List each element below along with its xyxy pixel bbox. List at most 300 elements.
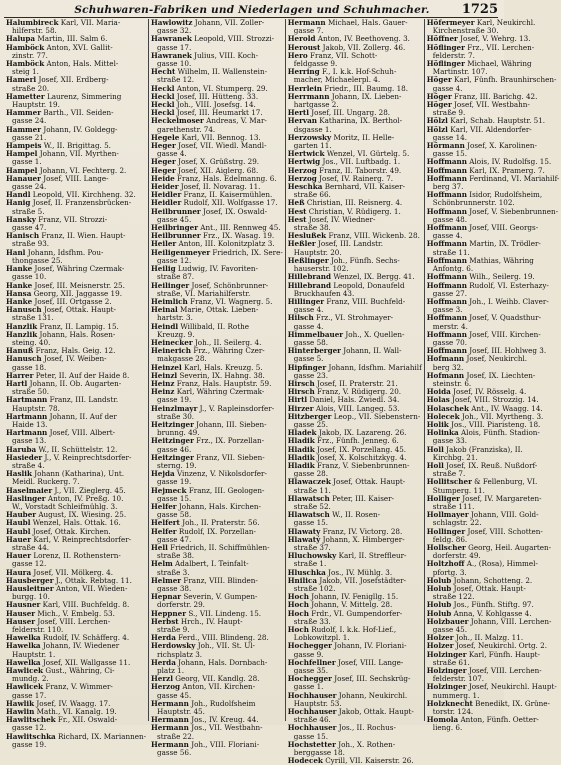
entry-name: Herzog — [151, 682, 181, 692]
entry-address: gasse 25. — [293, 419, 328, 429]
entry-name: Hertwig — [287, 157, 321, 167]
entry-address: Josef, VII. Wiedl. Mandl- — [178, 141, 267, 151]
entry-address: gasse 46. — [157, 444, 192, 454]
entry-address: Josef, VIII. Albert- — [49, 428, 116, 438]
entry-name: Harrer — [6, 370, 34, 380]
entry-name: Heilig — [151, 264, 176, 274]
entry-address: richsplatz 3. — [157, 649, 203, 659]
entry-address: mundg. 2. — [12, 674, 49, 684]
entry-address: Jos., VII. Westbahn- — [191, 723, 263, 733]
entry-address: Josef, Schönbrunner- — [191, 280, 269, 290]
entry-address: Josef, IV. Margareten- — [462, 493, 542, 503]
entry-address: Jos., VIII. Piaristeng. 18. — [451, 419, 541, 429]
entry-address: gasse 3. — [432, 305, 463, 315]
entry-address: straße 33. — [293, 616, 331, 626]
entry-name: Hest — [287, 214, 307, 224]
entry-name: Holzinger — [426, 682, 467, 692]
entry-address: Josef, VIII. Schotten- — [467, 526, 543, 536]
entry-address: straße 20. — [12, 83, 50, 93]
entry-name: Hanisch — [6, 231, 40, 241]
entry-address: Franz, IV. Victorg. 28. — [322, 526, 403, 536]
entry-address: Anfontg. 6. — [432, 264, 474, 274]
entry-address: Leop., VII. Siebenstern- — [333, 411, 421, 421]
entry-address: gasse 21. — [12, 132, 47, 142]
entry-address: Kirchenstraße 30. — [432, 26, 499, 36]
entry-name: Heinzlmayr — [151, 403, 198, 413]
entry-name: Höflinger — [426, 42, 465, 52]
entry-address: Josef, Ottak. Kirchen. — [32, 526, 111, 536]
entry-address: gasse 38. — [157, 584, 192, 594]
entry-address: Johann, VII. Zoller- — [194, 18, 265, 27]
entry-address: steing. 40. — [12, 337, 51, 347]
entry-address: Josef, III. Sechskrüg- — [334, 674, 411, 684]
entry-address: Josef, VIII. Georgs- — [469, 223, 539, 233]
entry-name: Hoffmann — [426, 173, 467, 183]
entry-address: straße 38. — [157, 551, 195, 561]
entry-address: schlagstr. 22. — [432, 518, 482, 528]
entry-name: Heinz — [151, 378, 175, 388]
entry-name: Hanke — [6, 296, 33, 306]
entry-name: Halumbireck — [6, 18, 59, 27]
entry-address: Severin, V. Gumpen- — [183, 592, 258, 602]
entry-name: Hollinger — [426, 526, 466, 536]
entry-address: Daniel, Hals. Zwiedl. 34. — [309, 395, 400, 405]
entry-address: gasse 15. — [432, 149, 467, 159]
entry-name: Haselmaier — [6, 485, 53, 495]
entry-address: Friedrich, IX. Sere- — [212, 247, 283, 257]
entry-name: Holinka — [426, 428, 459, 438]
entry-name: Holub — [426, 600, 452, 610]
entry-address: Johann, X. Himberger- — [322, 534, 405, 544]
entry-address: garten 11. — [293, 141, 332, 151]
entry-address: Johann, IV. Floriani- — [334, 641, 407, 651]
entry-name: Heroust — [287, 42, 321, 52]
entry-name: Herda — [151, 633, 176, 643]
entry-name: Hladik — [287, 444, 315, 454]
entry-address: brunng. 49. — [157, 428, 200, 438]
entry-address: Kreuzg. 9. — [157, 329, 195, 339]
entry-name: Hampel — [6, 149, 38, 159]
entry-name: Hanusch — [6, 305, 42, 315]
entry-name: Herold — [287, 34, 316, 44]
entry-name: Hochstetter — [287, 739, 336, 749]
entry-name: Hoffmann — [426, 272, 467, 282]
entry-name: Hartmann — [6, 395, 48, 405]
entry-name: Hejda — [151, 469, 175, 479]
entry-address: Josef, IV. Waagg. 17. — [36, 698, 111, 708]
entry-address: Josef, IX. Reuß. Nußdorf- — [446, 460, 538, 470]
entry-name: Holzer — [426, 633, 454, 643]
entry-name: Hawlowitz — [151, 18, 193, 27]
entry-name: Heinerich — [151, 346, 192, 356]
entry-address: Franz, III. Landstr. — [49, 395, 119, 405]
entry-name: Hecht — [151, 67, 176, 77]
entry-name: Hölzl — [426, 124, 448, 134]
entry-address: gasse 35. — [293, 666, 328, 676]
entry-address: Richard, IX. Mariannen- — [58, 731, 147, 741]
entry-name: Heilbrunner — [151, 231, 201, 241]
entry-address: Johann, Idsfhm. Pou- — [27, 247, 104, 257]
entry-address: Hauptstr. 78. — [12, 403, 60, 413]
entry-name: Hipfinger — [287, 362, 327, 372]
entry-address: Hauptstr. 45. — [157, 707, 205, 717]
entry-address: Alois, Fünfh. Stadion- — [460, 428, 540, 438]
entry-name: Hochhauser — [287, 723, 337, 733]
entry-name: Hasieder — [6, 452, 43, 462]
entry-address: W., II. Rosen- — [332, 510, 381, 520]
entry-address: Joh., Fünfh. Sechs- — [330, 255, 400, 265]
entry-address: Mich., V. Embelg. 53. — [37, 608, 115, 618]
entry-name: Heslußek — [287, 231, 327, 241]
entry-address: Josef, Neukirchl. Ortg. 2. — [455, 641, 547, 651]
entry-name: Hansky — [6, 214, 36, 224]
entry-address: Alois, IV. Rudolfsg. 15. — [469, 157, 552, 167]
entry-address: Franz, V. Wimmer- — [45, 682, 113, 692]
entry-address: thongasse 25. — [12, 255, 63, 265]
entry-address: Franz, II. Taborstr. 49. — [319, 165, 402, 175]
entry-address: Karl, V. Reinprechtsdorfer- — [33, 534, 132, 544]
entry-address: Hauptstr. 20. — [293, 247, 342, 257]
entry-name: Holliger — [426, 493, 460, 503]
entry-address: Josef, Ottak. Haupt- — [43, 305, 116, 315]
entry-name: Hamerl — [6, 75, 37, 85]
entry-name: Hanzlik — [6, 329, 38, 339]
entry-name: Hofmann — [426, 370, 465, 380]
entry-address: gasse 48. — [432, 214, 467, 224]
entry-name: Hoffmann — [426, 329, 467, 339]
entry-address: straße 61. — [432, 657, 470, 667]
entry-address: Moritz, II. Helle- — [333, 132, 395, 142]
entry-address: Franz, VIII. Wickenb. 28. — [328, 231, 420, 241]
entry-address: feldg. 86. — [432, 534, 468, 544]
entry-name: Hampel — [6, 165, 38, 175]
entry-address: gasse 17. — [157, 42, 192, 52]
entry-name: Hauser — [6, 608, 36, 618]
entry-address: gasse 23. — [293, 370, 328, 380]
entry-name: Hlawatý — [287, 534, 321, 544]
directory-column-2 — [148, 18, 285, 758]
entry-address: Andreas, V. Mar- — [206, 116, 267, 126]
entry-name: Heßler — [287, 239, 316, 249]
entry-name: Hawelka — [6, 633, 41, 643]
entry-address: gasse 19. — [12, 739, 47, 749]
entry-name: Hoffmann — [426, 239, 467, 249]
entry-name: Hammer — [6, 108, 42, 118]
entry-name: Hirzer — [287, 403, 314, 413]
entry-address: Franz, VIII. Blinden- — [183, 575, 258, 585]
entry-name: Hermann — [287, 18, 326, 27]
entry-address: Karl, II. Streffleur- — [338, 551, 407, 561]
entry-address: Josef, V. Siebenbrunnen- — [469, 206, 559, 216]
entry-name: Hertl — [287, 108, 309, 118]
entry-address: Rudolf, I. k.k. Hof-Lief., — [311, 625, 397, 635]
entry-address: straße 50. — [12, 387, 50, 397]
entry-address: makgasse 28. — [157, 354, 207, 364]
entry-address: Anton, IV. Beethoveng. 3. — [317, 34, 410, 44]
entry-address: Josef, V. Wehrg. 13. — [460, 34, 531, 44]
entry-address: dorferstr. 29. — [157, 600, 205, 610]
entry-address: Jakob, VII. Zollerg. 46. — [322, 42, 406, 52]
entry-address: Josef, VIII. Lange- — [43, 173, 109, 183]
entry-address: pfortg. 3. — [432, 567, 467, 577]
entry-address: Joh., VII. St. Ul- — [197, 641, 255, 651]
entry-address: Wenzel, Hals. Ottak. 16. — [32, 518, 121, 528]
entry-name: Hauser — [6, 616, 36, 626]
entry-address: hauserstr. 102. — [293, 264, 349, 274]
entry-address: Johann, VI. Fechterg. 2. — [39, 165, 127, 175]
entry-address: Laurenz, Simmering — [46, 91, 122, 101]
entry-address: straße 37. — [293, 543, 331, 552]
entry-address: Ant., III. Rennweg 45. — [200, 223, 281, 233]
entry-address: Franz, II. Lampig. 15. — [39, 321, 119, 331]
entry-address: gasse 45. — [157, 690, 192, 700]
entry-name: Haubl — [6, 526, 31, 536]
entry-address: Anton, VII. Kirchen- — [182, 682, 256, 692]
entry-address: Johann, VIII. Gold- — [470, 510, 539, 520]
entry-name: Hawlik — [6, 698, 35, 708]
entry-name: Halupa — [6, 34, 36, 44]
entry-name: Holas — [426, 395, 450, 405]
entry-address: lieng. 6. — [432, 723, 463, 733]
entry-address: Josef, IX. Porzellang. 45. — [316, 444, 407, 454]
entry-address: Anna, V. Kohlgasse 4. — [453, 608, 532, 618]
entry-address: Johann, VIII. Lerchen- — [470, 616, 552, 626]
entry-name: Helm — [151, 559, 173, 569]
entry-address: Josef, IV. Rösselg. 4. — [453, 387, 527, 397]
entry-address: Josef, VIII. Lerchen- — [468, 666, 542, 676]
entry-address: & Fellenburg, VI. — [474, 477, 538, 487]
entry-address: Michael, Währing — [467, 59, 532, 69]
entry-address: Leopold, Donaufeld — [333, 280, 405, 290]
entry-address: feldgasse 9. — [293, 59, 338, 69]
entry-address: Franz, VI. Wagnerg. 5. — [190, 296, 273, 306]
entry-name: Heger — [151, 165, 176, 175]
entry-address: gasse 45. — [157, 214, 192, 224]
entry-name: Heilinger — [151, 280, 190, 290]
entry-address: Hauptstr. 1. — [12, 649, 56, 659]
entry-address: gasse 4. — [432, 83, 463, 93]
entry-address: Jos., IV. Mühlg. 3. — [328, 567, 393, 577]
entry-name: Hanzlik — [6, 321, 38, 331]
entry-name: Holub — [426, 608, 452, 618]
entry-address: Anton, III. Kolonitzplatz 3. — [178, 239, 275, 249]
entry-name: Holub — [426, 575, 452, 585]
entry-address: Jos., Fünfh. Stiftg. 97. — [453, 600, 534, 610]
entry-address: Anton, XVI. Gallit- — [46, 42, 113, 52]
entry-address: straße 5. — [12, 206, 45, 216]
entry-address: Josef, II. Franzensbrücken- — [32, 198, 132, 208]
entry-name: Haslinger — [6, 493, 46, 503]
directory-columns — [4, 18, 560, 765]
entry-name: Heilbrunner — [151, 206, 201, 216]
entry-name: Hartl — [6, 378, 28, 388]
entry-address: Karl, VII. Bennog. 13. — [181, 132, 261, 142]
entry-address: zinstr. 77. — [12, 50, 48, 60]
entry-name: Hero — [287, 50, 308, 60]
entry-name: Holik — [426, 419, 449, 429]
entry-address: gasse 47. — [157, 534, 192, 544]
entry-name: Hlawatsch — [287, 510, 330, 520]
entry-address: straße 66. — [293, 190, 331, 200]
entry-address: gasse 10. — [157, 59, 192, 69]
entry-address: Friedr., III. Baumg. 18. — [324, 83, 409, 93]
entry-name: Hawlicek — [6, 666, 44, 676]
entry-name: Höger — [426, 75, 452, 85]
entry-address: Willibald, II. Rothe — [180, 321, 249, 331]
entry-address: Frz., IX. Wasag. 19. — [203, 231, 275, 241]
entry-name: Hanke — [6, 264, 33, 274]
entry-address: hilferstr. 58. — [12, 26, 57, 36]
entry-name: Hanke — [6, 280, 33, 290]
entry-address: gasse 24. — [12, 182, 47, 192]
entry-name: Hochegger — [287, 674, 332, 684]
entry-address: Josef, Ottak. Haupt- — [453, 584, 526, 594]
entry-name: Heindl — [151, 321, 179, 331]
entry-address: Josef, Ottak. Haupt- — [333, 477, 406, 487]
entry-address: gasse 32. — [157, 26, 192, 36]
entry-name: Hausleitner — [6, 584, 54, 594]
entry-name: Hladik — [287, 460, 315, 470]
entry-address: Jos., IV. Kreug. 44. — [191, 715, 259, 725]
entry-address: gasse 5. — [293, 354, 324, 364]
entry-name: Hillebrand — [287, 272, 332, 282]
entry-address: Katharina, IX. Berthol- — [319, 116, 403, 126]
entry-address: merstr. 4. — [432, 321, 468, 331]
entry-name: Heinal — [151, 305, 178, 315]
entry-address: Ferdinand, VI. Mariahilf- — [469, 173, 560, 183]
entry-name: Hanig — [6, 198, 31, 208]
entry-address: berggasse 18. — [293, 748, 345, 758]
entry-address: Josef, III. Ungarg. 28. — [311, 108, 391, 118]
entry-name: Hermann — [151, 739, 189, 749]
entry-address: Michael, Hals. Gauer- — [327, 18, 408, 27]
entry-name: Hladik — [287, 436, 315, 446]
entry-address: Josef, III. Hohlweg 3. — [469, 346, 547, 356]
entry-address: Lorenz, II. Rothenstern- — [33, 551, 121, 561]
directory-column-3 — [285, 18, 424, 765]
entry-address: gasse 1. — [12, 157, 42, 167]
entry-address: straße 9. — [432, 108, 466, 118]
entry-address: Josef, VIII. Lerchen- — [37, 616, 111, 626]
entry-name: Himmelbauer — [287, 329, 344, 339]
entry-name: Hinterberger — [287, 346, 341, 356]
entry-name: Herda — [151, 657, 176, 667]
entry-address: straße 1. — [293, 559, 327, 569]
entry-address: gasse 14. — [432, 132, 467, 142]
entry-address: J., V. Rapleinsdorfer- — [199, 403, 275, 413]
entry-address: gasse 9. — [293, 649, 324, 659]
entry-address: gasse 15. — [293, 731, 328, 741]
entry-name: Haura — [6, 567, 32, 577]
entry-address: Josef, X. Kolschitzkyg. 4. — [316, 452, 407, 462]
entry-name: Heckl — [151, 100, 175, 110]
entry-address: straße 38. — [293, 223, 331, 233]
entry-address: straße 12. — [157, 75, 195, 85]
entry-name: Helfer — [151, 526, 177, 536]
entry-name: Heckl — [151, 108, 175, 118]
entry-name: Hoffmann — [426, 313, 467, 323]
entry-name: Hoffmann — [426, 296, 467, 306]
entry-address: Franz, III. Barichg. 42. — [454, 91, 538, 101]
entry-name: Haruba — [6, 444, 37, 454]
entry-address: Gust., Währing, Ci- — [45, 666, 115, 676]
entry-address: sterng. 19. — [157, 460, 197, 470]
entry-address: straße 3. — [157, 567, 190, 577]
entry-address: Martin, IX. Trödler- — [469, 239, 541, 249]
entry-address: Ant., IV. Waagg. 14. — [471, 403, 543, 413]
entry-address: Karl, VIII. Buchfeldg. 8. — [42, 600, 130, 610]
entry-address: Haide 13. — [12, 419, 48, 429]
entry-name: Hausner — [6, 600, 41, 610]
entry-name: Hoch — [287, 592, 309, 602]
entry-name: Holub — [426, 584, 452, 594]
entry-name: Hanl — [6, 247, 26, 257]
entry-name: Herzog — [287, 173, 317, 183]
entry-name: Heider — [151, 182, 179, 192]
entry-address: gasse 58. — [157, 510, 192, 520]
entry-name: Hejmeck — [151, 485, 187, 495]
entry-address: Karl, Fünfh. Haupt- — [468, 649, 540, 659]
entry-address: straße 93. — [12, 239, 50, 249]
entry-address: Severin, IX. Hahng. 38. — [179, 370, 265, 380]
entry-address: Karl, Fünfh. Braunhirschen- — [454, 75, 557, 85]
entry-address: Adalbert, I. Teinfalt- — [175, 559, 249, 569]
entry-name: Hochhauser — [287, 690, 337, 700]
entry-name: Hanuß — [6, 346, 34, 356]
entry-address: Math., VI. Kanalg. 19. — [36, 707, 117, 717]
entry-address: Josef, III. Hütteng. 33. — [176, 91, 259, 101]
entry-address: Karl, VII. Aldendorfer- — [450, 124, 532, 134]
page-number: 1725 — [461, 2, 498, 17]
entry-address: August, IX. Wiesing. 25. — [38, 510, 127, 520]
entry-address: Bruckhaufen 43. — [293, 288, 355, 298]
entry-name: Heidler — [151, 198, 182, 208]
entry-name: Hofmann — [426, 354, 465, 364]
entry-name: Hawlitschek — [6, 715, 56, 725]
entry-address: Schönbrunnerstr. 102. — [432, 198, 515, 208]
entry-name: Heidler — [151, 190, 182, 200]
entry-name: Herbst — [151, 616, 179, 626]
entry-name: Hametter — [6, 91, 45, 101]
entry-address: F., I. k.k. Hof-Schuh- — [321, 67, 397, 77]
entry-address: gasse 24. — [12, 116, 47, 126]
entry-address: Franz, II. Kaisermühlen. — [183, 190, 273, 200]
entry-name: Hilsch — [287, 313, 314, 323]
entry-address: Cyrill, VII. Kaiserstr. 26. — [325, 756, 414, 765]
entry-address: Joh., VIII. Floriani- — [191, 739, 260, 749]
entry-name: Hollitscher — [426, 477, 472, 487]
entry-name: Heger — [151, 157, 176, 167]
entry-address: Frz., IX. Porzellan- — [196, 436, 265, 446]
entry-name: Holtzhoff — [426, 559, 465, 569]
entry-address: Josef, X. Grüßstrg. 29. — [178, 157, 260, 167]
entry-name: Hoffmann — [426, 280, 467, 290]
entry-address: Josef, Neukirchl. — [466, 354, 528, 364]
entry-address: straße 102. — [293, 584, 336, 594]
entry-address: straße 7. — [432, 469, 466, 479]
entry-address: Josef, VII. Westbahn- — [454, 100, 530, 110]
entry-address: Jakob, IX. Lazareng. 26. — [318, 428, 407, 438]
entry-name: Heiligenmeyer — [151, 247, 211, 257]
entry-name: Hammer — [6, 124, 42, 134]
entry-address: J., VII. Zieglerg. 45. — [54, 485, 126, 495]
entry-name: Hirsch — [287, 387, 315, 397]
entry-name: Hluschka — [287, 567, 326, 577]
entry-name: Hell — [151, 543, 168, 552]
entry-address: Christian, III. Reisnerg. 4. — [306, 198, 403, 208]
entry-address: Johann, Neukirchl. — [338, 690, 408, 700]
entry-address: Josef, IV. Rainerg. 7. — [319, 173, 394, 183]
